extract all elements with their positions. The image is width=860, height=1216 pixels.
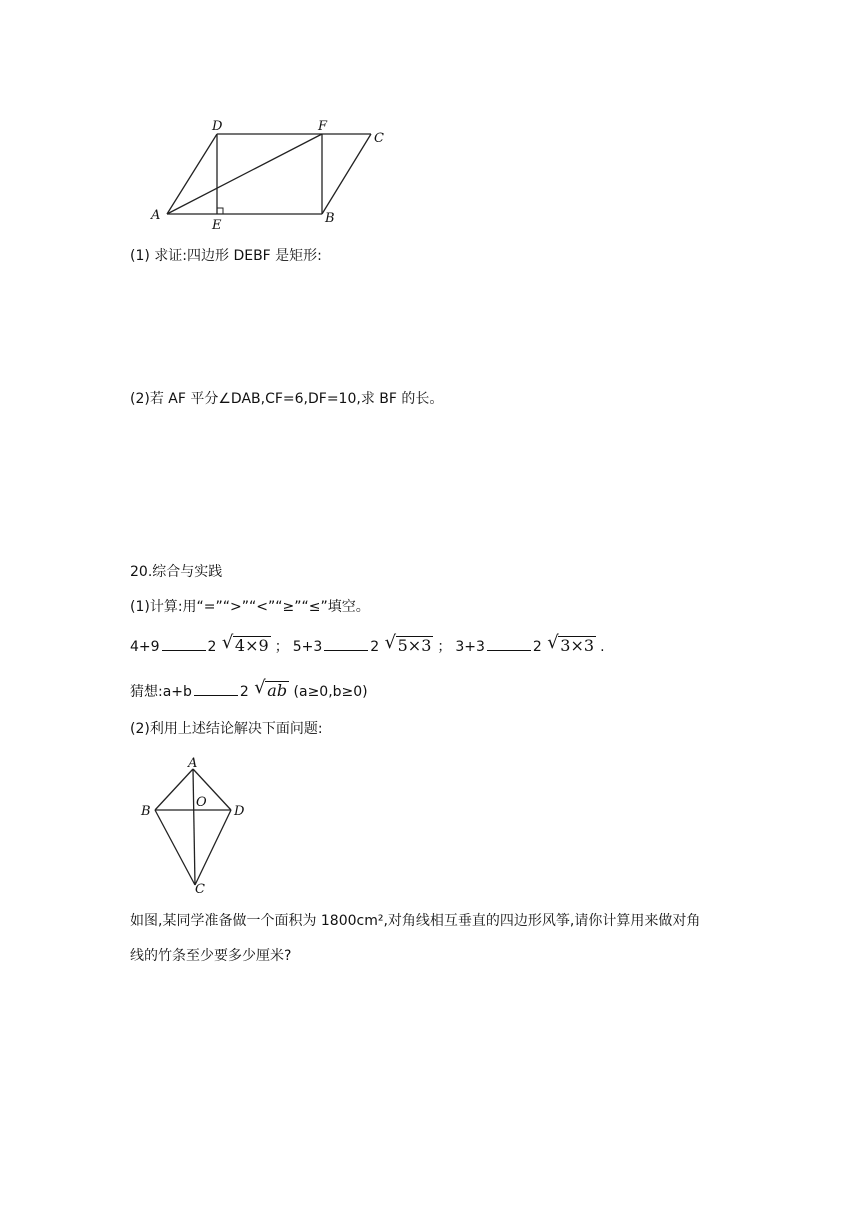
guess-condition: (a≥0,b≥0) [293, 684, 368, 700]
expr3-coef: 2 [532, 639, 542, 655]
expr1-radicand: 4×9 [234, 636, 269, 655]
answer-blank-guess[interactable] [194, 681, 238, 696]
guess-coef: 2 [239, 684, 249, 700]
expr1-left: 4+9 [130, 639, 160, 655]
expr2-left: 5+3 [292, 639, 323, 655]
label-c: C [195, 882, 205, 897]
q20-title: 20.综合与实践 [130, 564, 223, 580]
label-o: O [196, 795, 207, 810]
q20-part2-intro: (2)利用上述结论解决下面问题: [130, 721, 323, 737]
expr1-sqrt: √ 4×9 [221, 632, 269, 655]
diagonal-ac [193, 769, 195, 885]
label-a: A [151, 208, 161, 223]
label-a: A [188, 756, 198, 771]
expr2-coef: 2 [370, 639, 380, 655]
guess-sqrt: √ ab [254, 677, 288, 700]
segment-af [167, 134, 322, 214]
q19-part1: (1) 求证:四边形 DEBF 是矩形: [130, 248, 322, 264]
expr1-coef: 2 [207, 639, 217, 655]
answer-blank-2[interactable] [324, 636, 368, 651]
parallelogram-figure [145, 118, 395, 233]
answer-blank-3[interactable] [487, 636, 531, 651]
q20-guess [130, 677, 368, 702]
expr3-sqrt: √ 3×3 [547, 632, 595, 655]
guess-label: 猜想:a+b [130, 684, 192, 700]
segment-ab [155, 769, 193, 810]
label-b: B [141, 804, 151, 819]
label-c: C [374, 131, 384, 146]
segment-da [167, 134, 217, 214]
label-f: F [318, 119, 328, 134]
label-b: B [325, 211, 335, 226]
q20-problem-line2: 线的竹条至少要多少厘米? [130, 948, 292, 964]
right-angle-mark [217, 208, 223, 214]
segment-dc [195, 810, 231, 885]
label-d: D [212, 119, 223, 134]
expr3-left: 3+3 [455, 639, 485, 655]
answer-blank-1[interactable] [162, 636, 206, 651]
segment-bc [155, 810, 195, 885]
q20-expressions [130, 632, 605, 657]
q20-part1-intro: (1)计算:用“=”“>”“<”“≥”“≤”填空。 [130, 599, 370, 615]
separator-2: ； [437, 639, 452, 655]
label-d: D [234, 804, 245, 819]
expr2-radicand: 5×3 [397, 636, 432, 655]
guess-radicand: ab [267, 681, 288, 700]
expr3-radicand: 3×3 [560, 636, 595, 655]
q19-part2: (2)若 AF 平分∠DAB,CF=6,DF=10,求 BF 的长。 [130, 391, 444, 407]
q20-problem-line1: 如图,某同学准备做一个面积为 1800cm²,对角线相互垂直的四边形风筝,请你计算用来做对角 [130, 913, 701, 929]
kite-figure [138, 752, 258, 897]
expr2-sqrt: √ 5×3 [384, 632, 432, 655]
label-e: E [212, 218, 222, 233]
separator-1: ； [274, 639, 289, 655]
end-mark: . [600, 639, 605, 655]
segment-bc [322, 134, 371, 214]
